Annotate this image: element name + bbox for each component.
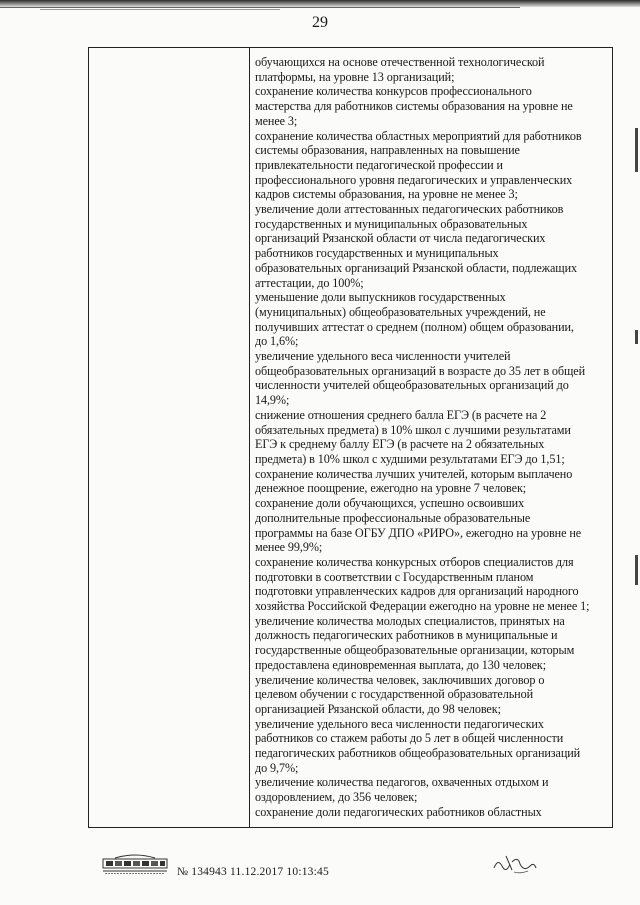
text-line: предмета) в 10% школ с худшими результатами ЕГЭ до 1,51;	[255, 451, 565, 466]
text-line: работников со стажем работы до 5 лет в общей численности	[255, 731, 564, 746]
column-divider	[249, 48, 250, 827]
text-line: сохранение количества конкурсов профессионального	[255, 84, 532, 99]
text-line: целевом обучении с государственной образовательной	[255, 687, 533, 702]
text-line: сохранение доли педагогических работников областных	[255, 804, 542, 819]
text-line: увеличение удельного веса численности педагогических	[255, 716, 544, 731]
text-line: увеличение количества молодых специалистов, принятых на	[255, 613, 565, 628]
text-line: должность педагогических работников в муниципальные и	[255, 628, 558, 643]
text-line: ЕГЭ к среднему баллу ЕГЭ (в расчете на 2 обязательных	[255, 437, 545, 452]
text-line: увеличение доли аттестованных педагогических работников	[255, 202, 564, 217]
table-cell-text	[255, 55, 611, 820]
text-line: обучающихся на основе отечественной технологической	[255, 55, 545, 69]
text-line: дополнительные профессиональные образовательные	[255, 510, 531, 525]
text-line: системы образования, направленных на повышение	[255, 143, 520, 158]
text-line: увеличение количества человек, заключивших договор о	[255, 672, 545, 687]
text-line: программы на базе ОГБУ ДПО «РИРО», ежегодно на уровне не	[255, 525, 582, 540]
registry-stamp-icon	[101, 853, 169, 875]
scan-artifact	[0, 7, 520, 8]
text-line: менее 3;	[255, 113, 298, 128]
page-number: 29	[312, 14, 328, 31]
text-line: государственных и муниципальных образовательных	[255, 216, 528, 231]
text-line: организацией Рязанской области, до 98 человек;	[255, 701, 501, 716]
text-line: образовательных организаций Рязанской области, подлежащих	[255, 260, 577, 275]
text-line: увеличение удельного веса численности учителей	[255, 349, 511, 364]
scan-artifact	[635, 555, 638, 585]
text-line: обязательных предмета) в 10% школ с лучшими результатами	[255, 422, 571, 437]
text-line: работников государственных и муниципальных	[255, 246, 499, 261]
scan-artifact	[635, 330, 638, 344]
document-table	[88, 47, 613, 828]
text-line: подготовки в соответствии с Государственным планом	[255, 569, 534, 584]
text-line: снижение отношения среднего балла ЕГЭ (в расчете на 2	[255, 407, 547, 422]
text-line: мастерства для работников системы образования на уровне не	[255, 99, 573, 114]
scan-artifact	[635, 128, 638, 172]
text-line: организаций Рязанской области от числа педагогических	[255, 231, 546, 246]
text-line: платформы, на уровне 13 организаций;	[255, 69, 455, 84]
text-line: сохранение количества областных мероприятий для работников	[255, 128, 582, 143]
text-line: до 9,7%;	[255, 760, 299, 775]
text-line: аттестации, до 100%;	[255, 275, 364, 290]
text-line: получивших аттестат о среднем (полном) общем образовании,	[255, 319, 574, 334]
text-line: менее 99,9%;	[255, 540, 323, 555]
text-line: до 1,6%;	[255, 334, 299, 349]
text-line: педагогических работников общеобразовательных организаций	[255, 746, 581, 761]
text-line: оздоровлением, до 356 человек;	[255, 790, 418, 805]
text-line: хозяйства Российской Федерации ежегодно на уровне не менее 1;	[255, 599, 590, 614]
registration-stamp-text: № 134943 11.12.2017 10:13:45	[177, 866, 329, 878]
text-line: численности учителей общеобразовательных организаций до	[255, 378, 569, 393]
scan-top-edge	[0, 0, 640, 7]
scan-artifact	[40, 9, 280, 10]
text-line: сохранение количества лучших учителей, которым выплачено	[255, 466, 573, 481]
text-line: денежное поощрение, ежегодно на уровне 7 человек;	[255, 481, 527, 496]
text-line: привлекательности педагогической профессии и	[255, 157, 503, 172]
text-line: профессионального уровня педагогических и управленческих	[255, 172, 573, 187]
text-line: сохранение доли обучающихся, успешно освоивших	[255, 496, 525, 511]
text-line: подготовки управленческих кадров для организаций народного	[255, 584, 579, 599]
text-line: государственные общеобразовательные организации, которым	[255, 643, 575, 658]
signature-icon	[490, 848, 538, 876]
text-line: предоставлена единовременная выплата, до 130 человек;	[255, 657, 546, 672]
text-line: сохранение количества конкурсных отборов специалистов для	[255, 554, 574, 569]
text-line: (муниципальных) общеобразовательных учреждений, не	[255, 304, 546, 319]
text-line: увеличение количества педагогов, охваченных отдыхом и	[255, 775, 549, 790]
text-line: общеобразовательных организаций в возрасте до 35 лет в общей	[255, 363, 586, 378]
text-line: уменьшение доли выпускников государственных	[255, 290, 506, 305]
text-line: кадров системы образования, на уровне не менее 3;	[255, 187, 518, 202]
text-line: 14,9%;	[255, 393, 290, 408]
